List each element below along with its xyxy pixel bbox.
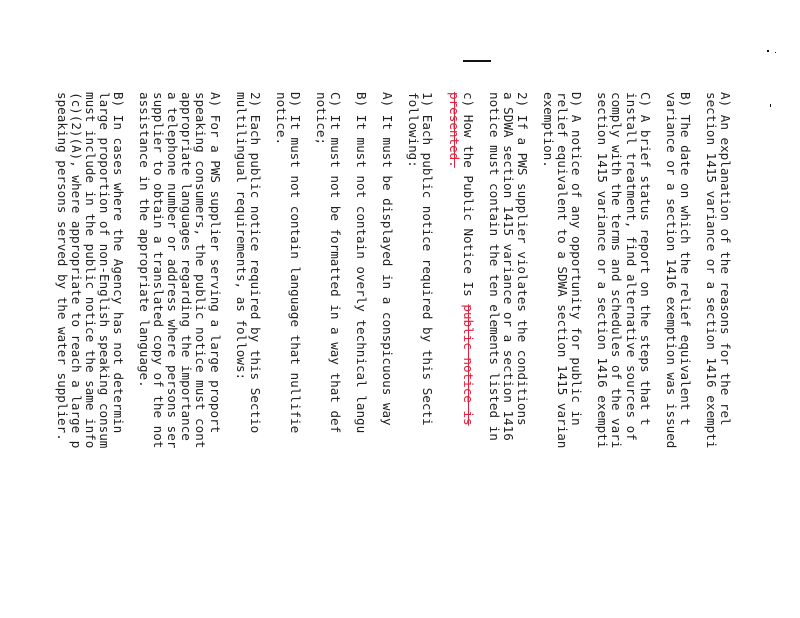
text-line: notice must contain the ten elements listed in (486, 92, 502, 441)
text-line: C) It must not be formatted in a way that def (328, 92, 344, 434)
text-line: notice; (314, 92, 330, 146)
text-line: B) The date on which the relief equivalent t (677, 92, 693, 426)
document-paragraph (406, 92, 434, 618)
document-paragraph (541, 92, 583, 618)
text-line: exemption. (541, 92, 557, 168)
text-line: C) A brief status report on the steps that t (637, 92, 653, 426)
scan-speck (775, 52, 776, 53)
document-paragraph (704, 92, 732, 618)
text-line: 2) Each public notice required by this Sectio (247, 92, 263, 434)
text-line: B) It must not contain overly technical langu (354, 92, 370, 434)
horizontal-dash-mark (463, 60, 491, 62)
text-line: A) An explanation of the reasons for the rel (718, 92, 733, 426)
document-paragraph (595, 92, 651, 618)
text-line: (c)(2)(A), where appropriate to reach a large p (68, 92, 84, 449)
document-paragraph (137, 92, 222, 618)
text-line: supplier to obtain a translated copy of the not (151, 92, 167, 449)
text-line: notice. (273, 92, 289, 146)
text-line: B) In cases where the Agency has not determin (111, 92, 126, 434)
text-line: appropriate languages regarding the importance (179, 92, 195, 441)
text-line: a telephone number or address where persons ser (165, 92, 181, 449)
text-line (447, 92, 461, 618)
document-paragraph (354, 92, 368, 618)
document-paragraph (274, 92, 302, 618)
document-paragraph (664, 92, 692, 618)
text-line: A) For a PWS supplier serving a large proport (207, 92, 223, 434)
text-line: speaking consumers, the public notice must cont (193, 92, 209, 449)
text-line: D) It must not contain language that nullifie (287, 92, 303, 434)
text-line: multilingual requirements, as follows: (233, 92, 249, 381)
text-line: variance or a section 1416 exemption was issued (663, 92, 679, 449)
text-line: 2) If a PWS supplier violates the conditions (514, 92, 530, 426)
text-line: relief equivalent to a SDWA section 1415 varian (555, 92, 571, 449)
scan-speck (767, 50, 769, 52)
document-paragraph (487, 92, 529, 618)
text-line: c) How the Public Notice Is public notice is (460, 92, 476, 426)
text-line: D) A notice of any opportunity for public in (569, 92, 585, 426)
text-line: comply with the terms and schedules of the vari (609, 92, 625, 449)
text-line: large proportion of non-English speaking consum (96, 92, 112, 449)
text-line: speaking persons served by the water supplier. (54, 92, 70, 441)
document-paragraph (234, 92, 262, 618)
text-line: 1) Each public notice required by this Secti (420, 92, 436, 426)
text-line: following: (406, 92, 422, 168)
scan-speck (770, 104, 771, 107)
text-line: must include in the public notice the same info (82, 92, 98, 449)
text-line: section 1415 variance or a section 1416 exempti (595, 92, 611, 449)
rotated-document-text (54, 92, 733, 618)
document-paragraph (55, 92, 125, 618)
text-line: A) It must be displayed in a conspicuous way (380, 92, 396, 426)
document-paragraph (380, 92, 394, 618)
document-paragraph (447, 92, 475, 618)
struck-text: public notice is (460, 304, 476, 426)
struck-text: presented. (446, 92, 462, 168)
text-line: a SDWA section 1415 variance or a section 1416 (500, 92, 516, 441)
text-line: section 1415 variance or a section 1416 exempti (703, 92, 719, 449)
document-paragraph (314, 92, 342, 618)
text-line: assistance in the appropriate language. (137, 92, 153, 388)
text-line: install treatment, find alternative sources of (623, 92, 639, 441)
